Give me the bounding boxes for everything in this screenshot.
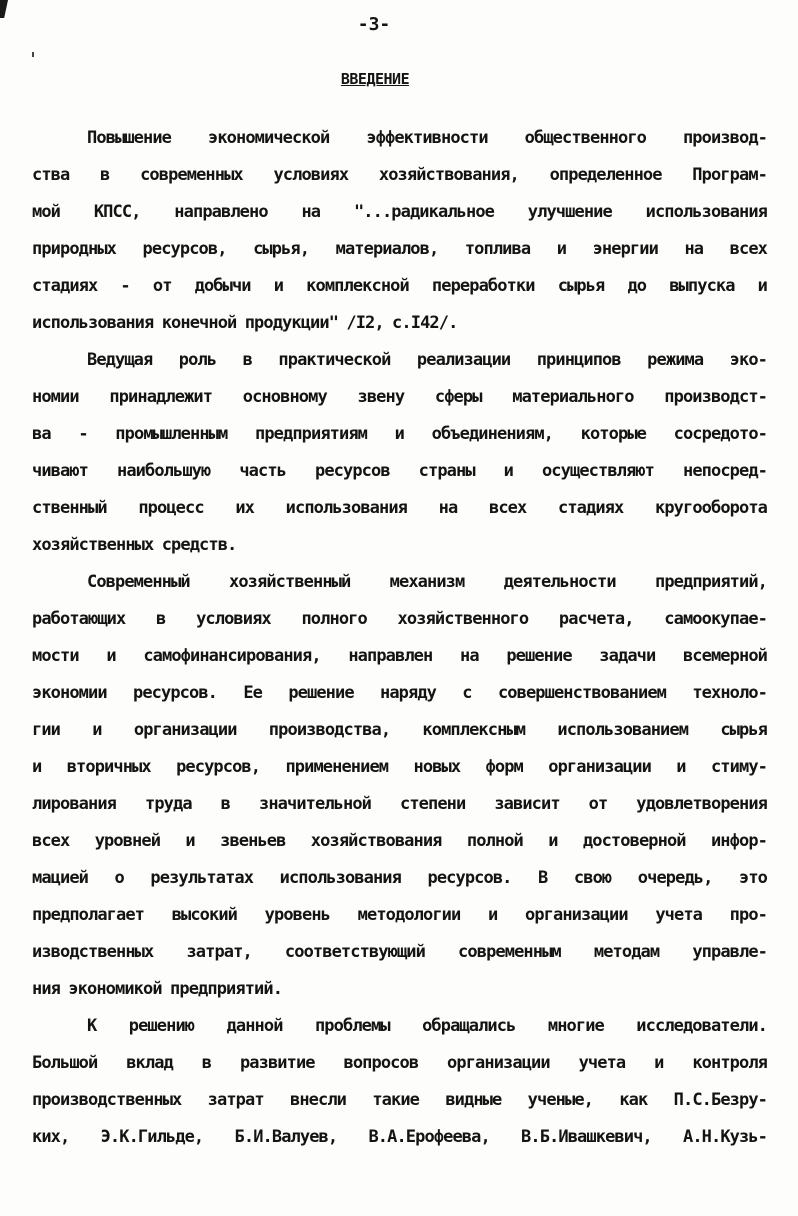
text-line: Ведущая роль в практической реализации принципов режима эко- — [87, 350, 767, 370]
text-line: чивают наибольшую часть ресурсов страны и осуществляют непосред- — [32, 461, 767, 481]
text-line: всех уровней и звеньев хозяйствования полной и достоверной инфор- — [32, 831, 767, 851]
text-line: работающих в условиях полного хозяйственного расчета, самоокупае- — [32, 609, 767, 629]
text-line: производственных затрат внесли такие видные ученые, как П.С.Безру- — [32, 1090, 767, 1110]
text-line: ственный процесс их использования на всех стадиях кругооборота — [32, 498, 767, 518]
text-line: ких, Э.К.Гильде, Б.И.Валуев, В.А.Ерофеева, В.Б.Ивашкевич, А.Н.Кузь- — [32, 1127, 767, 1147]
text-line: мой КПСС, направлено на "...радикальное улучшение использования — [32, 202, 767, 222]
text-line: Большой вклад в развитие вопросов организации учета и контроля — [32, 1053, 767, 1073]
scan-corner-mark — [0, 0, 8, 18]
section-heading: ВВЕДЕНИЕ — [340, 70, 410, 88]
text-line: Современный хозяйственный механизм деятельности предприятий, — [87, 572, 767, 592]
text-line: ва - промышленным предприятиям и объединениям, которые сосредото- — [32, 424, 767, 444]
text-line: природных ресурсов, сырья, материалов, топлива и энергии на всех — [32, 239, 767, 259]
text-line: стадиях - от добычи и комплексной переработки сырья до выпуска и — [32, 276, 767, 296]
text-line: использования конечной продукции" /I2, с.I42/. — [32, 313, 458, 333]
text-line: и вторичных ресурсов, применением новых форм организации и стиму- — [32, 757, 767, 777]
text-line: мости и самофинансирования, направлен на решение задачи всемерной — [32, 646, 767, 666]
text-line: Повышение экономической эффективности общественного производ- — [87, 128, 767, 148]
text-line: ства в современных условиях хозяйствования, определенное Програм- — [32, 165, 767, 185]
scan-speck — [32, 52, 34, 57]
text-line: хозяйственных средств. — [32, 535, 237, 555]
text-line: К решению данной проблемы обращались многие исследователи. — [87, 1016, 767, 1036]
text-line: лирования труда в значительной степени зависит от удовлетворения — [32, 794, 767, 814]
page-number: -3- — [357, 14, 391, 35]
text-line: номии принадлежит основному звену сферы материального производст- — [32, 387, 767, 407]
text-line: изводственных затрат, соответствующий современным методам управле- — [32, 942, 767, 962]
text-line: ния экономикой предприятий. — [32, 979, 283, 999]
text-line: экономии ресурсов. Ее решение наряду с совершенствованием техноло- — [32, 683, 767, 703]
text-line: мацией о результатах использования ресурсов. В свою очередь, это — [32, 868, 767, 888]
text-line: предполагает высокий уровень методологии и организации учета про- — [32, 905, 767, 925]
text-line: гии и организации производства, комплексным использованием сырья — [32, 720, 767, 740]
